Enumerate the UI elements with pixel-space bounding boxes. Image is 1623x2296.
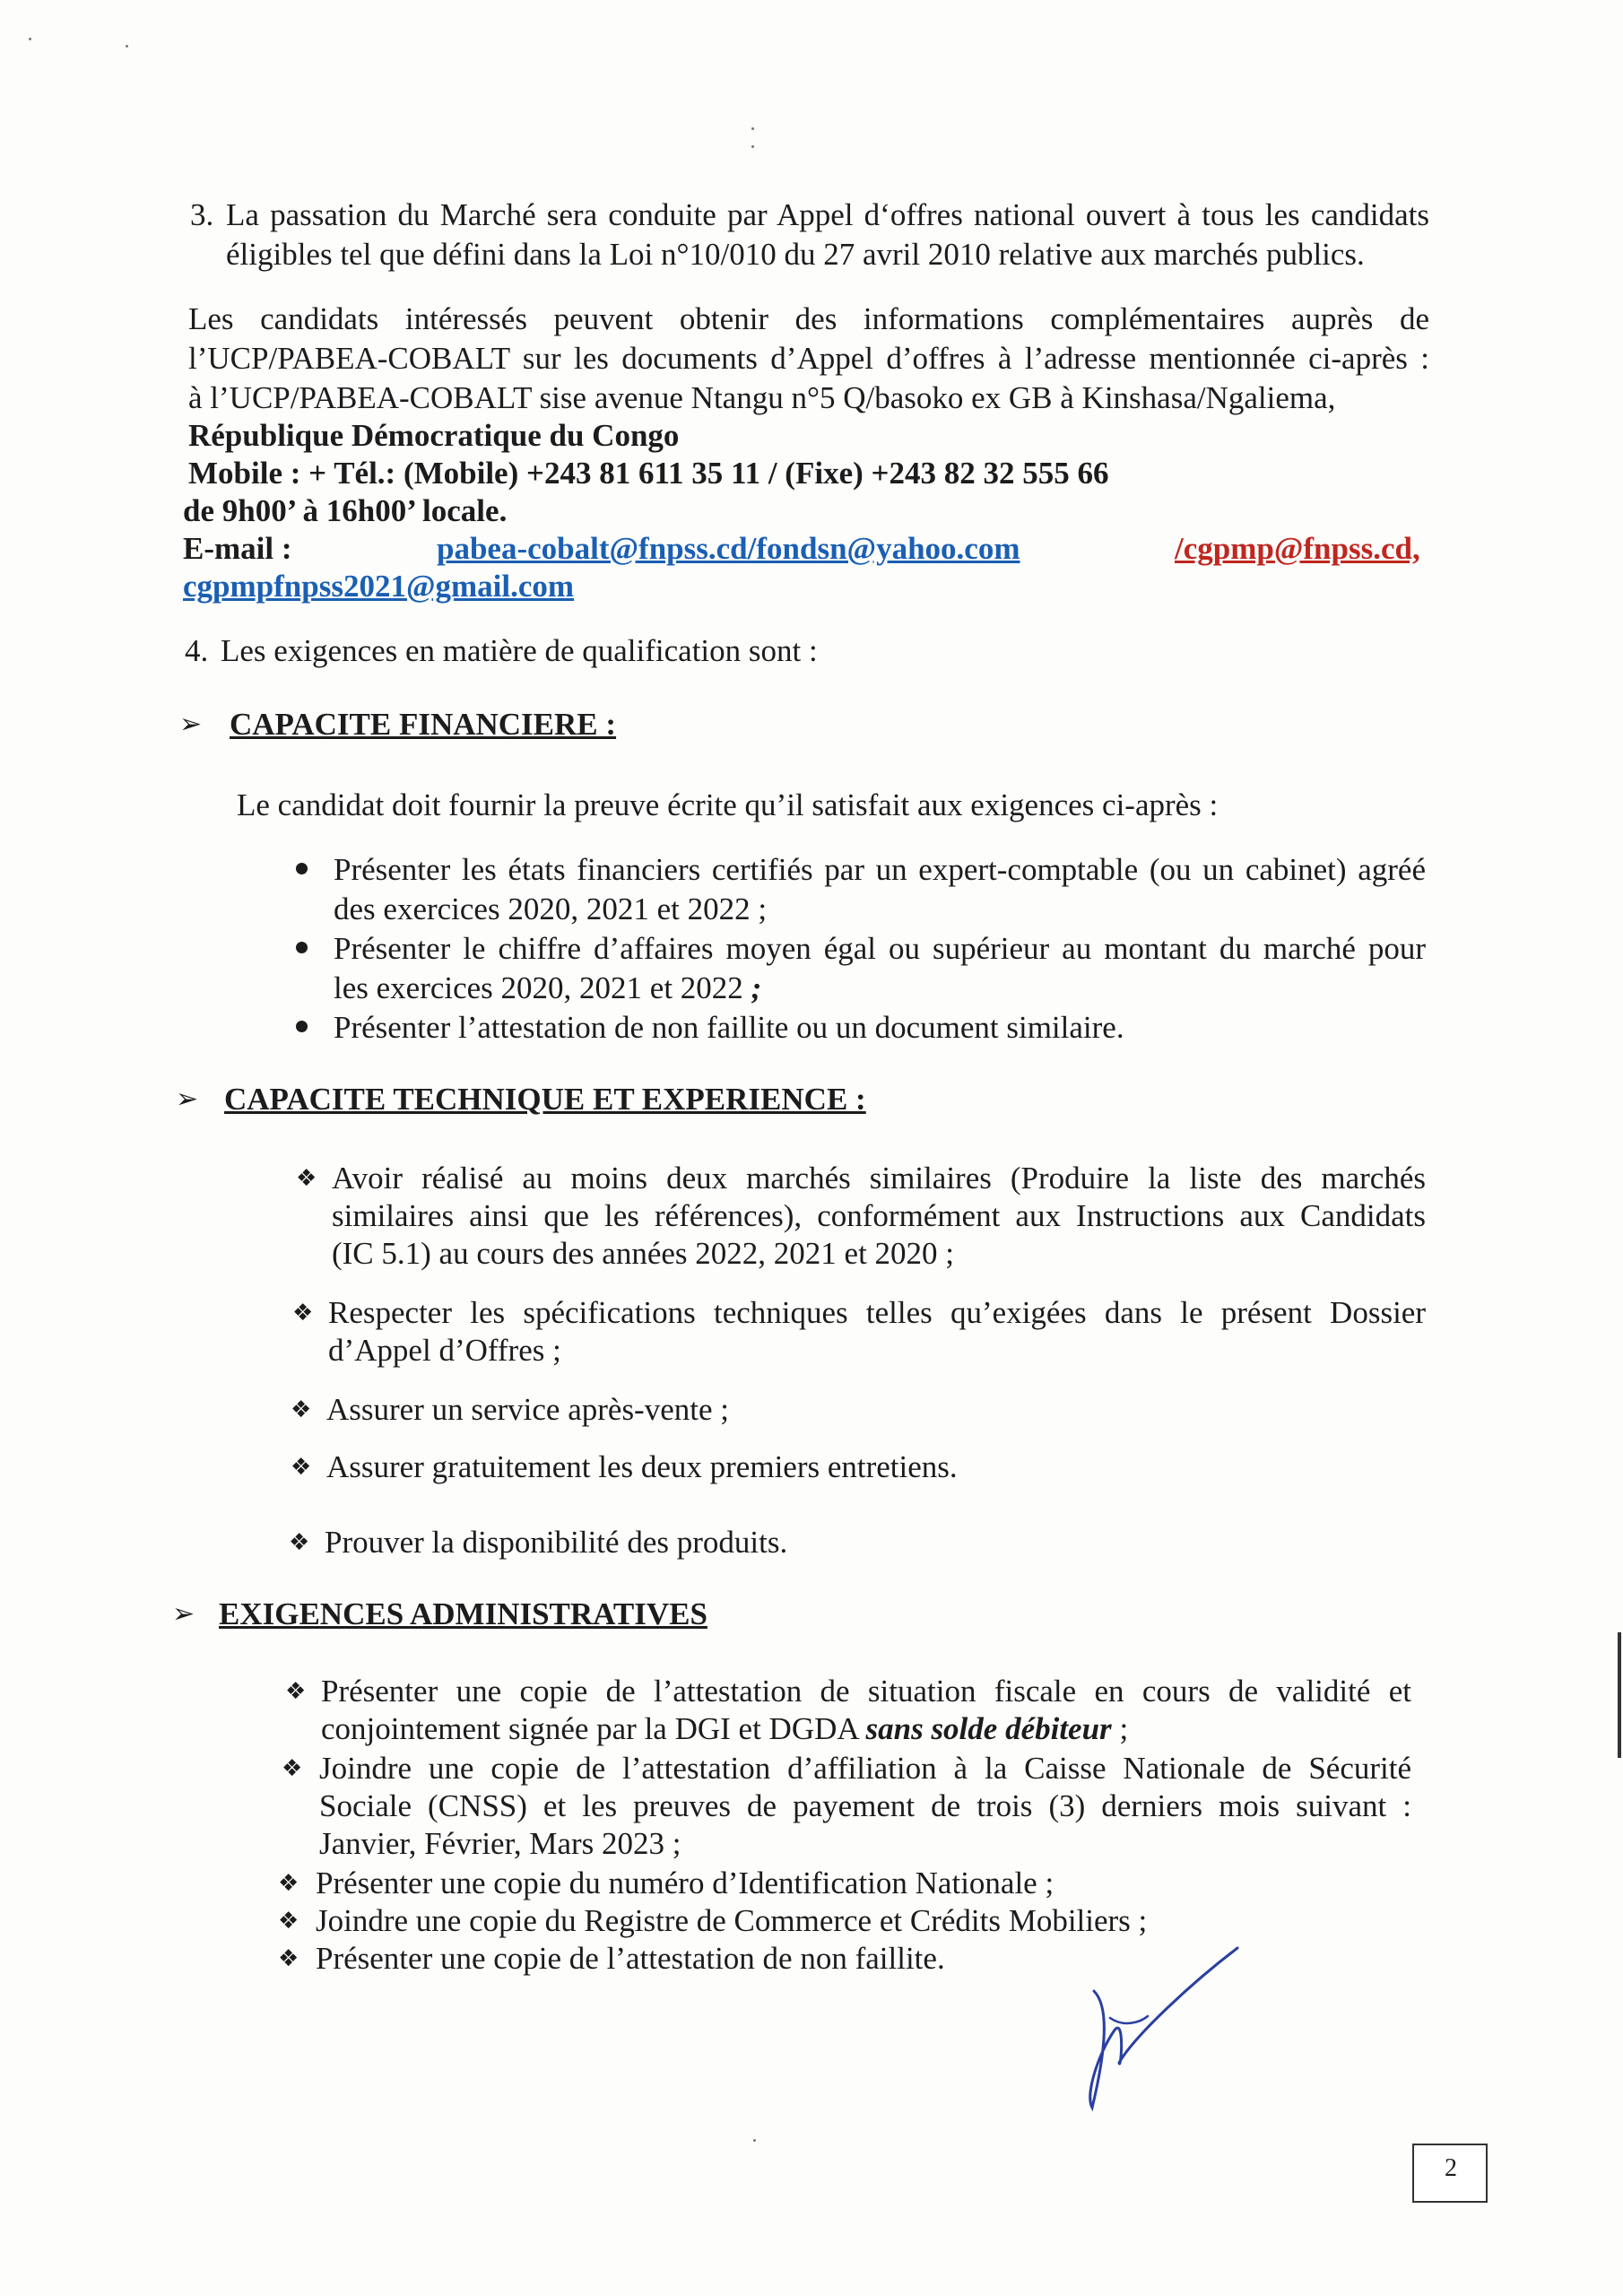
info-country: République Démocratique du Congo — [188, 418, 680, 453]
financial-heading: CAPACITE FINANCIERE : — [230, 707, 617, 742]
admin-item1-end: ; — [1111, 1711, 1129, 1746]
diamond-bullet-icon: ❖ — [292, 1300, 314, 1326]
bullet-icon — [296, 1021, 308, 1032]
scan-speck — [753, 2139, 756, 2142]
technical-item3: Assurer un service après-vente ; — [326, 1392, 729, 1427]
email-link-primary[interactable]: pabea-cobalt@fnpss.cd/fondsn@yahoo.com — [437, 531, 1020, 566]
technical-item2-line1: Respecter les spécifications techniques telles qu’exigées dans le présent Dossier — [328, 1295, 1426, 1330]
diamond-bullet-icon: ❖ — [291, 1396, 312, 1423]
financial-item2-line1: Présenter le chiffre d’affaires moyen égal ou supérieur au montant du marché pour — [334, 931, 1426, 966]
diamond-bullet-icon: ❖ — [278, 1870, 299, 1897]
info-line1: Les candidats intéressés peuvent obtenir des informations complémentaires auprès de — [188, 301, 1429, 336]
technical-item4: Assurer gratuitement les deux premiers entretiens. — [326, 1449, 958, 1484]
diamond-bullet-icon: ❖ — [289, 1529, 310, 1556]
diamond-bullet-icon: ❖ — [285, 1678, 307, 1705]
technical-item1-line3: (IC 5.1) au cours des années 2022, 2021 et 2020 ; — [332, 1236, 955, 1271]
financial-item1-line2: des exercices 2020, 2021 et 2022 ; — [334, 891, 768, 926]
diamond-bullet-icon: ❖ — [278, 1908, 299, 1935]
admin-item1-line1: Présenter une copie de l’attestation de situation fiscale en cours de validité et — [321, 1674, 1411, 1709]
financial-item3: Présenter l’attestation de non faillite ou un document similaire. — [334, 1010, 1124, 1045]
admin-item4: Joindre une copie du Registre de Commerce et Crédits Mobiliers ; — [316, 1903, 1148, 1938]
diamond-bullet-icon: ❖ — [278, 1945, 299, 1972]
info-hours: de 9h00’ à 16h00’ locale. — [183, 493, 508, 528]
admin-item3: Présenter une copie du numéro d’Identification Nationale ; — [316, 1866, 1055, 1900]
bullet-icon — [296, 863, 308, 874]
arrow-bullet-icon: ➢ — [179, 709, 203, 740]
technical-heading: CAPACITE TECHNIQUE ET EXPERIENCE : — [224, 1082, 866, 1117]
info-phone: Mobile : + Tél.: (Mobile) +243 81 611 35 11 / (Fixe) +243 82 32 555 66 — [188, 456, 1109, 491]
email-link-cgpmp[interactable]: /cgpmp@fnpss.cd, — [1175, 531, 1420, 566]
section3-line1: La passation du Marché sera conduite par Appel d‘offres national ouvert à tous les candidats — [226, 197, 1429, 232]
info-line3: à l’UCP/PABEA-COBALT sise avenue Ntangu n°5 Q/basoko ex GB à Kinshasa/Ngaliema, — [188, 380, 1336, 415]
financial-item1-line1: Présenter les états financiers certifiés par un expert-comptable (ou un cabinet) agréé — [334, 852, 1426, 887]
page-number: 2 — [1445, 2154, 1457, 2182]
email-label: E-mail : — [183, 531, 292, 566]
arrow-bullet-icon: ➢ — [176, 1083, 199, 1115]
admin-item2-line2: Sociale (CNSS) et les preuves de payement de trois (3) derniers mois suivant : — [319, 1788, 1411, 1823]
financial-item2-line2: les exercices 2020, 2021 et 2022 — [334, 970, 751, 1005]
section4-text: Les exigences en matière de qualification sont : — [221, 633, 818, 668]
handwritten-initials-signature — [1058, 1937, 1264, 2117]
admin-item1-emphasis: sans solde débiteur — [865, 1711, 1112, 1746]
diamond-bullet-icon: ❖ — [282, 1755, 303, 1782]
bullet-icon — [296, 942, 308, 953]
diamond-bullet-icon: ❖ — [291, 1454, 312, 1481]
diamond-bullet-icon: ❖ — [296, 1165, 317, 1192]
scan-speck — [29, 38, 31, 40]
section3-line2: éligibles tel que défini dans la Loi n°10/010 du 27 avril 2010 relative aux marchés publics. — [226, 237, 1365, 272]
admin-item5: Présenter une copie de l’attestation de non faillite. — [316, 1941, 945, 1976]
scan-edge — [1618, 1632, 1621, 1758]
admin-item1-line2: conjointement signée par la DGI et DGDA — [321, 1711, 866, 1746]
financial-intro: Le candidat doit fournir la preuve écrite qu’il satisfait aux exigences ci-après : — [237, 787, 1219, 822]
scan-speck — [126, 45, 128, 48]
email-link-gmail[interactable]: cgpmpfnpss2021@gmail.com — [183, 569, 575, 604]
section4-number: 4. — [185, 633, 209, 668]
financial-item2-semicolon: ; — [751, 970, 762, 1005]
technical-item2-line2: d’Appel d’Offres ; — [328, 1333, 561, 1368]
info-line2: l’UCP/PABEA-COBALT sur les documents d’Appel d’offres à l’adresse mentionnée ci-après : — [188, 341, 1429, 376]
page-number-box — [1412, 2144, 1488, 2203]
admin-item2-line1: Joindre une copie de l’attestation d’affiliation à la Caisse Nationale de Sécurité — [319, 1751, 1411, 1786]
arrow-bullet-icon: ➢ — [172, 1598, 195, 1630]
section3-number: 3. — [190, 197, 214, 232]
technical-item5: Prouver la disponibilité des produits. — [325, 1525, 788, 1560]
technical-item1-line1: Avoir réalisé au moins deux marchés similaires (Produire la liste des marchés — [332, 1161, 1426, 1196]
scan-speck — [751, 127, 754, 130]
technical-item1-line2: similaires ainsi que les références), conformément aux Instructions aux Candidats — [332, 1198, 1426, 1233]
admin-heading: EXIGENCES ADMINISTRATIVES — [219, 1596, 707, 1631]
admin-item2-line3: Janvier, Février, Mars 2023 ; — [319, 1826, 681, 1861]
scan-speck — [751, 145, 754, 148]
